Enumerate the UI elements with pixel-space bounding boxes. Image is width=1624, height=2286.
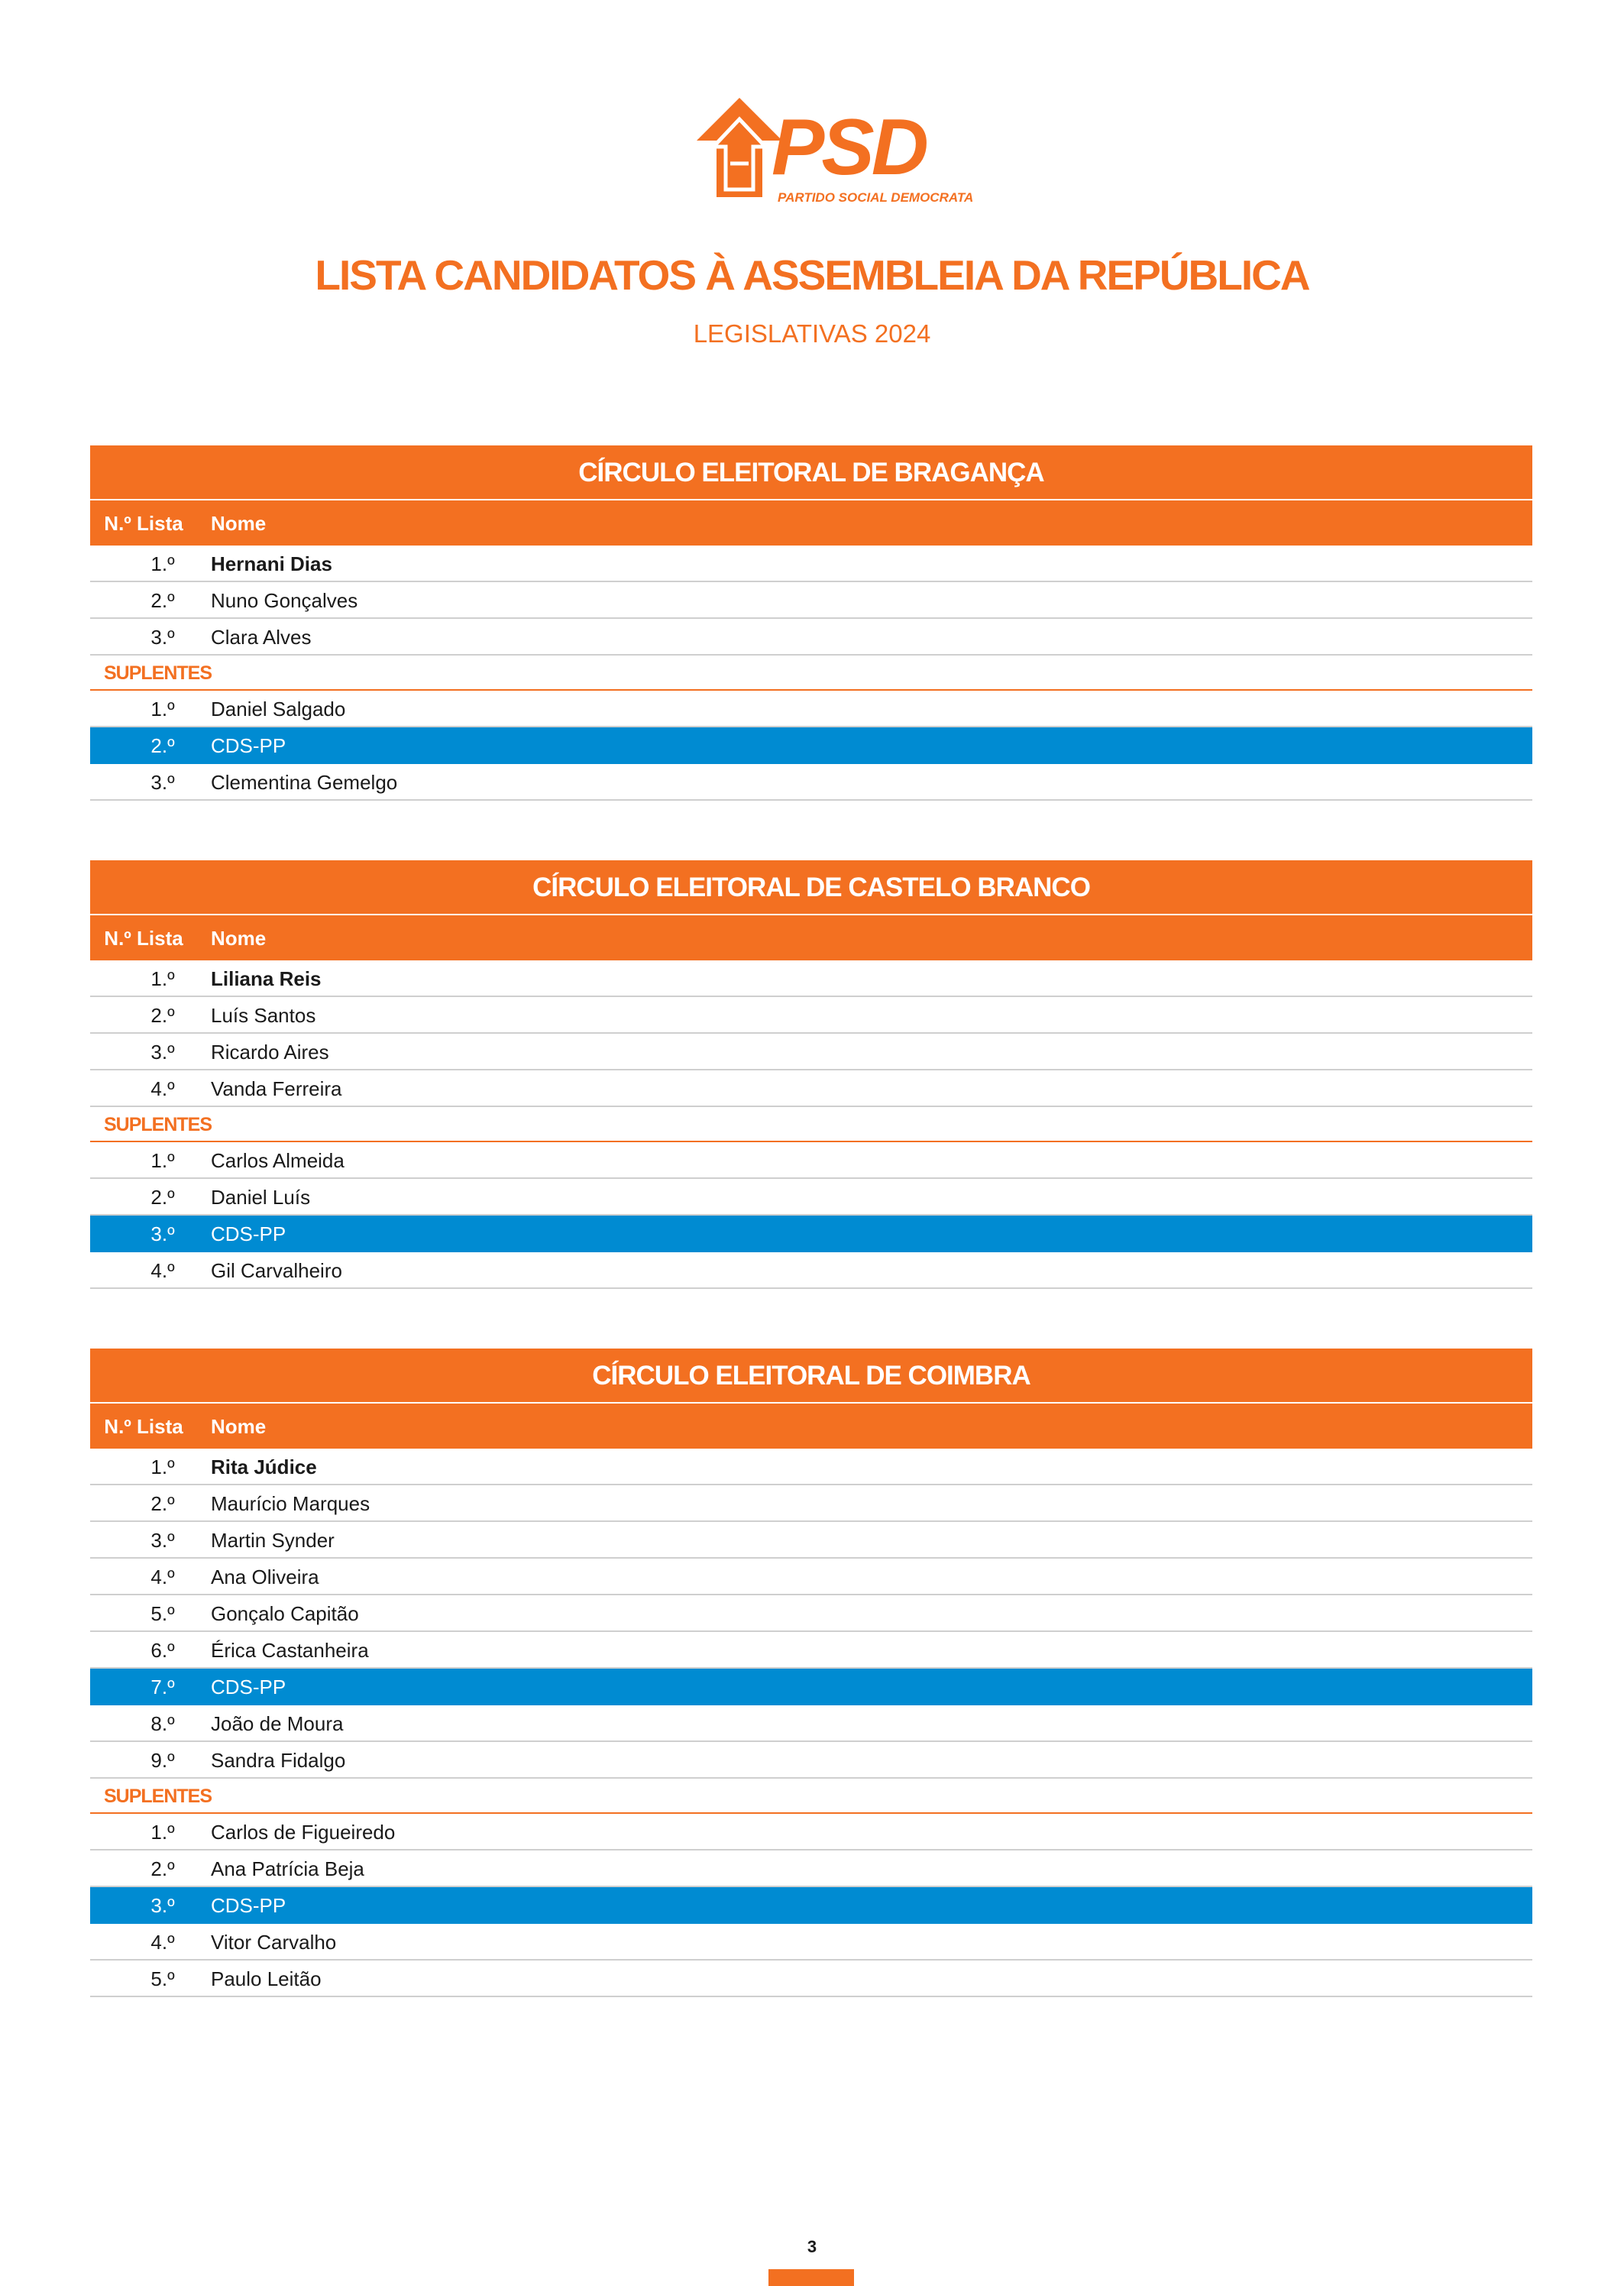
- table-row-cds: [90, 1887, 1532, 1924]
- row-num: 2.º: [150, 1004, 175, 1027]
- row-name: Hernani Dias: [211, 552, 332, 575]
- header-name: Nome: [211, 927, 267, 950]
- row-name: Martin Synder: [211, 1529, 335, 1552]
- circle-braganca: [90, 445, 1532, 801]
- table-row: [90, 1070, 1532, 1107]
- circle-title: CÍRCULO ELEITORAL DE CASTELO BRANCO: [90, 860, 1532, 914]
- table-row: [90, 1252, 1532, 1289]
- table-row: [90, 1034, 1532, 1070]
- header-num: N.º Lista: [104, 927, 183, 950]
- row-num: 1.º: [150, 1149, 175, 1172]
- row-name: Paulo Leitão: [211, 1967, 322, 1990]
- page-footer-tab: [768, 2269, 854, 2286]
- circle-castelo-branco: [90, 860, 1532, 1289]
- row-num: 3.º: [150, 1041, 175, 1064]
- row-num: 2.º: [150, 589, 175, 612]
- row-name: CDS-PP: [211, 734, 286, 757]
- table-row: [90, 1449, 1532, 1485]
- row-name: Sandra Fidalgo: [211, 1749, 346, 1772]
- row-num: 2.º: [150, 1857, 175, 1880]
- row-num: 6.º: [150, 1639, 175, 1662]
- table-row-cds: [90, 727, 1532, 764]
- row-name: Luís Santos: [211, 1004, 316, 1027]
- row-name: Clara Alves: [211, 626, 312, 649]
- row-name: Rita Júdice: [211, 1455, 317, 1478]
- table-row: [90, 960, 1532, 997]
- row-num: 1.º: [150, 552, 175, 575]
- table-row: [90, 764, 1532, 801]
- row-num: 3.º: [150, 1529, 175, 1552]
- row-name: Vanda Ferreira: [211, 1077, 342, 1100]
- logo-text: PSD: [772, 103, 926, 192]
- row-name: CDS-PP: [211, 1894, 286, 1917]
- suplentes-label: SUPLENTES: [90, 1779, 1532, 1814]
- circle-title: CÍRCULO ELEITORAL DE COIMBRA: [90, 1349, 1532, 1402]
- row-name: Gil Carvalheiro: [211, 1259, 342, 1282]
- table-header: [90, 1404, 1532, 1449]
- row-num: 3.º: [150, 626, 175, 649]
- row-name: Maurício Marques: [211, 1492, 370, 1515]
- row-num: 4.º: [150, 1566, 175, 1588]
- row-name: Daniel Salgado: [211, 698, 346, 720]
- row-num: 1.º: [150, 698, 175, 720]
- row-num: 3.º: [150, 1894, 175, 1917]
- table-row: [90, 619, 1532, 656]
- table-row: [90, 1632, 1532, 1669]
- table-row-cds: [90, 1669, 1532, 1705]
- row-name: CDS-PP: [211, 1676, 286, 1698]
- row-num: 2.º: [150, 1186, 175, 1209]
- row-num: 2.º: [150, 1492, 175, 1515]
- row-num: 5.º: [150, 1602, 175, 1625]
- psd-logo: [686, 95, 974, 208]
- row-name: Érica Castanheira: [211, 1639, 369, 1662]
- table-row-cds: [90, 1216, 1532, 1252]
- row-num: 4.º: [150, 1077, 175, 1100]
- row-num: 3.º: [150, 771, 175, 794]
- row-name: Carlos Almeida: [211, 1149, 345, 1172]
- row-num: 1.º: [150, 1821, 175, 1844]
- psd-arrow-mark: [697, 98, 782, 197]
- row-name: Liliana Reis: [211, 967, 322, 990]
- table-row: [90, 546, 1532, 582]
- table-row: [90, 691, 1532, 727]
- row-name: Gonçalo Capitão: [211, 1602, 359, 1625]
- row-name: Nuno Gonçalves: [211, 589, 358, 612]
- circle-coimbra: [90, 1349, 1532, 1997]
- row-num: 1.º: [150, 1455, 175, 1478]
- row-num: 1.º: [150, 967, 175, 990]
- header-name: Nome: [211, 1415, 267, 1438]
- row-name: Vitor Carvalho: [211, 1931, 337, 1954]
- table-header: [90, 915, 1532, 960]
- table-row: [90, 1179, 1532, 1216]
- row-num: 7.º: [150, 1676, 175, 1698]
- page-number: 3: [807, 2237, 817, 2256]
- table-row: [90, 582, 1532, 619]
- row-name: Carlos de Figueiredo: [211, 1821, 396, 1844]
- table-row: [90, 1485, 1532, 1522]
- table-row: [90, 1850, 1532, 1887]
- table-row: [90, 1522, 1532, 1559]
- header-name: Nome: [211, 512, 267, 535]
- row-num: 9.º: [150, 1749, 175, 1772]
- row-num: 8.º: [150, 1712, 175, 1735]
- table-row: [90, 1742, 1532, 1779]
- table-row: [90, 1705, 1532, 1742]
- table-row: [90, 997, 1532, 1034]
- page-subtitle: LEGISLATIVAS 2024: [693, 319, 931, 348]
- table-row: [90, 1924, 1532, 1961]
- row-num: 3.º: [150, 1222, 175, 1245]
- row-num: 2.º: [150, 734, 175, 757]
- row-num: 5.º: [150, 1967, 175, 1990]
- page-title: LISTA CANDIDATOS À ASSEMBLEIA DA REPÚBLICA: [315, 251, 1309, 299]
- row-num: 4.º: [150, 1259, 175, 1282]
- row-name: Clementina Gemelgo: [211, 771, 398, 794]
- suplentes-label: SUPLENTES: [90, 656, 1532, 691]
- row-name: Ana Patrícia Beja: [211, 1857, 364, 1880]
- logo-subtext: PARTIDO SOCIAL DEMOCRATA: [778, 190, 974, 205]
- row-name: Ricardo Aires: [211, 1041, 329, 1064]
- table-row: [90, 1142, 1532, 1179]
- row-name: João de Moura: [211, 1712, 344, 1735]
- row-name: CDS-PP: [211, 1222, 286, 1245]
- row-name: Daniel Luís: [211, 1186, 311, 1209]
- table-row: [90, 1814, 1532, 1850]
- table-row: [90, 1559, 1532, 1595]
- circle-title: CÍRCULO ELEITORAL DE BRAGANÇA: [90, 445, 1532, 499]
- table-header: [90, 500, 1532, 546]
- header-num: N.º Lista: [104, 1415, 183, 1438]
- suplentes-label: SUPLENTES: [90, 1107, 1532, 1142]
- row-num: 4.º: [150, 1931, 175, 1954]
- row-name: Ana Oliveira: [211, 1566, 319, 1588]
- table-row: [90, 1595, 1532, 1632]
- table-row: [90, 1961, 1532, 1997]
- header-num: N.º Lista: [104, 512, 183, 535]
